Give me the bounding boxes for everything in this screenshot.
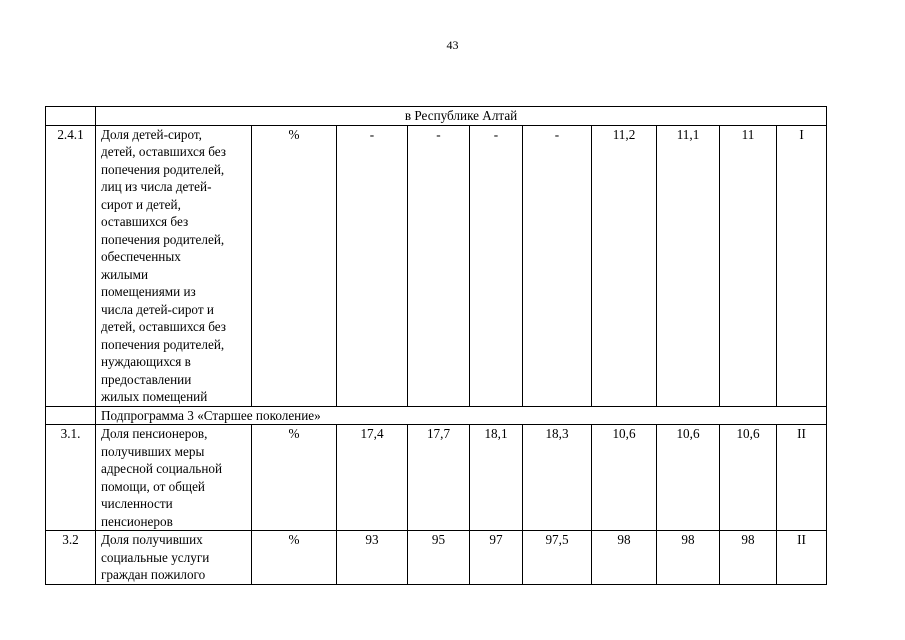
indicator-value: 18,3 <box>523 425 592 531</box>
indicator-unit: % <box>252 125 337 406</box>
indicator-name-line: помещениями из <box>101 284 196 299</box>
indicator-name-line: обеспеченных <box>101 249 181 264</box>
indicator-category: I <box>777 125 827 406</box>
indicator-name-line: жилых помещений <box>101 389 208 404</box>
indicator-value: 18,1 <box>470 425 523 531</box>
indicator-value: 17,7 <box>408 425 470 531</box>
indicator-name-line: лиц из числа детей- <box>101 179 212 194</box>
region-row-blank-cell <box>46 107 96 126</box>
indicator-name <box>96 531 252 585</box>
indicator-name-line: Доля детей-сирот, <box>101 126 202 142</box>
indicator-value: 97,5 <box>523 531 592 585</box>
indicator-value: - <box>523 125 592 406</box>
region-row <box>46 107 827 126</box>
indicator-name-line: социальные услуги <box>101 549 210 565</box>
indicator-name-line: предоставлении <box>101 371 192 387</box>
subprogram-title: Подпрограмма 3 «Старшее поколение» <box>96 406 827 425</box>
page-number: 43 <box>446 38 459 52</box>
indicator-name-line: численности <box>101 496 173 511</box>
indicator-name-line: пенсионеров <box>101 513 173 529</box>
indicator-row <box>46 425 827 531</box>
indicator-value: 11 <box>720 125 777 406</box>
indicator-number: 3.1. <box>46 425 96 531</box>
indicator-name-line: граждан пожилого <box>101 567 206 582</box>
indicator-name-line: оставшихся без <box>101 214 189 229</box>
indicator-name-line: адресной социальной <box>101 461 223 476</box>
indicator-value: 97 <box>470 531 523 585</box>
indicator-row <box>46 125 827 406</box>
indicator-value: 10,6 <box>720 425 777 531</box>
indicator-name-line: попечения родителей, <box>101 336 225 352</box>
subprogram-row <box>46 406 827 425</box>
indicator-name-line: попечения родителей, <box>101 231 225 247</box>
indicator-number: 3.2 <box>46 531 96 585</box>
indicator-value: 10,6 <box>592 425 657 531</box>
indicator-name-line: попечения родителей, <box>101 161 225 177</box>
indicator-name <box>96 425 252 531</box>
indicator-value: 11,2 <box>592 125 657 406</box>
indicator-name-line: получивших меры <box>101 443 205 459</box>
indicator-name-line: числа детей-сирот и <box>101 301 214 317</box>
indicator-name <box>96 125 252 406</box>
indicator-value: - <box>408 125 470 406</box>
indicator-value: 98 <box>657 531 720 585</box>
indicator-value: - <box>470 125 523 406</box>
indicator-category: II <box>777 425 827 531</box>
indicator-name-line: помощи, от общей <box>101 478 205 494</box>
indicator-value: - <box>337 125 408 406</box>
subprogram-blank-cell <box>46 406 96 425</box>
indicator-value: 98 <box>720 531 777 585</box>
indicator-name-line: нуждающихся в <box>101 354 191 369</box>
indicator-value: 17,4 <box>337 425 408 531</box>
indicator-name-line: детей, оставшихся без <box>101 319 227 334</box>
indicator-name-line: Доля получивших <box>101 532 203 547</box>
indicators-table <box>45 106 827 585</box>
indicator-value: 95 <box>408 531 470 585</box>
indicator-unit: % <box>252 531 337 585</box>
indicator-unit: % <box>252 425 337 531</box>
indicator-value: 11,1 <box>657 125 720 406</box>
indicator-row <box>46 531 827 585</box>
indicator-name-line: сирот и детей, <box>101 196 181 212</box>
indicator-name-line: жилыми <box>101 266 149 282</box>
indicator-value: 93 <box>337 531 408 585</box>
region-row-label: в Республике Алтай <box>96 107 827 126</box>
indicator-value: 10,6 <box>657 425 720 531</box>
indicator-value: 98 <box>592 531 657 585</box>
indicator-name-line: детей, оставшихся без <box>101 144 227 159</box>
indicator-name-line: Доля пенсионеров, <box>101 426 208 441</box>
indicator-number: 2.4.1 <box>46 125 96 406</box>
indicator-category: II <box>777 531 827 585</box>
